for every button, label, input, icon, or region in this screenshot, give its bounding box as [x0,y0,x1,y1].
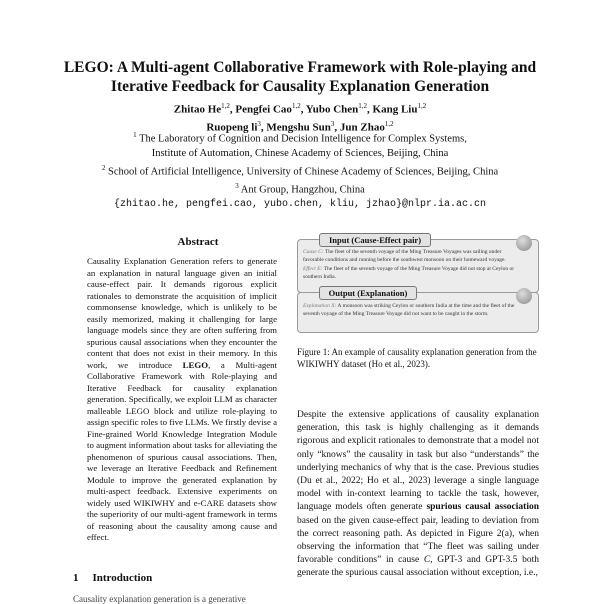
affiliation-1-line-2: Institute of Automation, Chinese Academy of Sciences, Beijing, China [151,147,449,159]
section-number: 1 [73,572,79,584]
affiliation-3 [40,179,560,198]
author-name: Pengfei Cao [235,103,292,116]
section-heading-introduction [73,572,152,584]
author-affiliation-mark: 3 [330,119,335,128]
cause-value: The fleet of the seventh voyage of the Ming Treasure Voyages was sailing under favorable conditions and running before the southwest monsoon on their homeward voyage. [303,249,506,263]
affiliation-mark: 1 [133,131,137,139]
effect-label: Effect E: [303,266,323,272]
abstract-text [87,256,277,544]
paragraph-text-part: , GPT-3 and GPT-3.5 both generate the spurious causal association without exception, i.e., [297,555,539,579]
output-content [303,303,519,318]
author-line-2: Ruopeng $li^3$, Mengshu Sun$^3$, Jun Zhao$^{1,2}$ [206,119,394,134]
cause-label: Cause C: [303,249,324,255]
output-heading: Output (Explanation) [319,286,417,300]
author-affiliation-mark: 1,2 [291,102,301,110]
explanation-value: A monsoon was striking Ceylon or southern India at the time and the fleet of the seventh voyage of the Ming Treasure Voyage did not want to be caught in the storm. [303,303,515,317]
abstract-text-part: , a Multi-agent Collaborative Framework with Role-playing and Iterative Feedback for causality explanation generation. Specifically, we exploit LLM as character malleable LEGO block and utilize role-playing to assign specific roles to five LLMs. We firstly devise a Fine-grained World Knowledge Integration Module to augment information about tasks for alleviating the phenomenon of spurious causal associations. Then, we leverage an Iterative Feedback and Refinement Module to improve the generated explanation by multi-aspect feedback. Extensive experiments on widely used WIKIWHY and e-CARE datasets show the superiority of our multi-agent framework in terms of reasoning about the causality among cause and effect. [87,359,277,542]
abstract-text-part: Causality Explanation Generation refers to generate an explanation in natural language given an initial cause-effect pair. It demands rigorous explicit rationales to demonstrate the acquisition of implicit commonsense knowledge, which is unlikely to be easily memorized, making it challenging for large language models since they are often suffering from spurious causal associations when they encounter the content that does not exist in their memory. In this work, we introduce [87,256,277,370]
affiliations [40,128,560,212]
input-content [303,249,519,281]
title-line-1: LEGO: A Multi-agent Collaborative Framework with Role-playing and [63,59,537,76]
author-name: Zhitao He [173,103,222,116]
effect-value: The fleet of the seventh voyage of the Ming Treasure Voyage did not stop at Ceylon or southern India. [303,266,515,280]
wikipedia-globe-icon [516,288,532,304]
figure-1 [297,233,539,335]
paragraph-text-part: based on the given cause-effect pair, leading to deviation from the correct reasoning path. As depicted in Figure 2(a), when observing the information that “The fleet was sailing under favorable conditions” in cause [297,515,539,566]
author-line-1: Zhitao He$^{1,2}$, Pengfei Cao$^{1,2}$, Yubo Chen$^{1,2}$, Kang Liu$^{1,2}$ [173,102,427,116]
paper-title [40,58,560,96]
author-affiliation-mark: 1,2 [358,102,368,110]
author-emails[interactable]: {zhitao.he, pengfei.cao, yubo.chen, kliu, jzhao}@nlpr.ia.ac.cn [113,198,487,210]
affiliation-2 [40,161,560,180]
author-name: Yubo Chen [305,103,359,116]
abstract-heading: Abstract [177,236,219,248]
affiliation-text: School of Artificial Intelligence, University of Chinese Academy of Sciences, Beijing, China [107,166,499,177]
introduction-paragraph [297,409,539,581]
affiliation-text: The Laboratory of Cognition and Decision Intelligence for Complex Systems, [139,133,467,145]
affiliation-mark: 3 [235,182,239,190]
effect-text [303,266,519,281]
wikipedia-globe-icon [516,235,532,251]
section-title: Introduction [92,572,153,584]
affiliation-text: Ant Group, Hangzhou, China [240,184,365,196]
title-line-2: Iterative Feedback for Causality Explanation Generation [110,78,490,95]
input-heading: Input (Cause-Effect pair) [319,233,431,247]
author-affiliation-mark: 1,2 [384,119,394,128]
author-name: Ruopeng li [206,121,258,134]
cause-text [303,249,519,264]
introduction-first-line: Causality explanation generation is a generative [73,594,246,604]
figure-caption: Figure 1: An example of causality explanation generation from the WIKIWHY dataset (Ho et al., 2023). [297,347,537,369]
author-affiliation-mark: 1,2 [417,102,427,110]
author-affiliation-mark: 3 [257,119,261,128]
paragraph-bold-term: spurious causal association [426,502,539,513]
affiliation-mark: 2 [101,163,106,172]
paragraph-variable: C [423,555,431,566]
author-name: Jun Zhao [339,121,385,134]
author-affiliation-mark: 1,2 [221,102,230,110]
paragraph-text-part: Despite the extensive applications of causality explanation generation, this task is highly challenging as it demands rigorous and explicit rationales to demonstrate that a model not only “knows” the causality in task but also “understands” the underlying mechanics of why that is the case. Previous studies (Du et al., 2022; Ho et al., 2023) leverage a single language model with in-context learning to tackle the task, however, language models often generate [297,410,539,513]
explanation-label: Explanation X: [303,303,337,309]
author-name: Mengshu Sun [266,121,331,134]
affiliation-1-line-1 [40,128,560,147]
abstract-framework-name: LEGO [182,359,209,370]
author-name: Kang Liu [372,103,418,116]
input-box [297,239,539,293]
